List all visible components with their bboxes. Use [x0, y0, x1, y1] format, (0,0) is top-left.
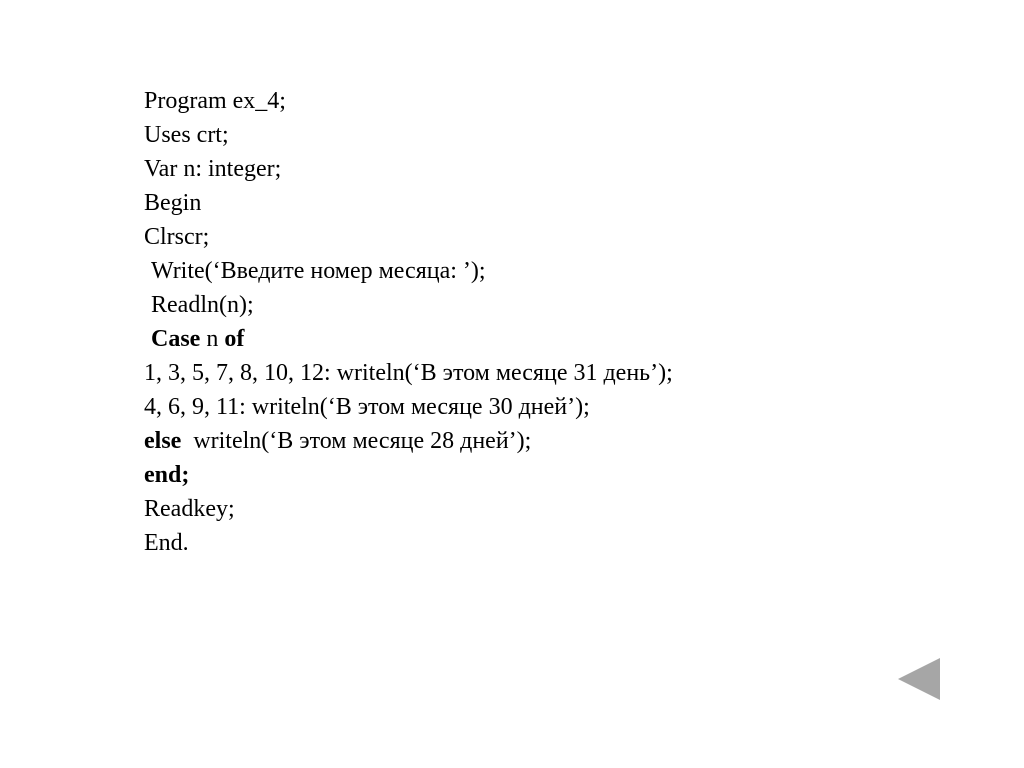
triangle-left-icon: [896, 656, 942, 702]
code-line-write: Write(‘Введите номер месяца: ’);: [151, 258, 486, 284]
code-line-begin: Begin: [144, 190, 202, 216]
back-button[interactable]: [896, 656, 942, 702]
code-line-end-program: End.: [144, 530, 189, 556]
keyword-case: Case: [151, 326, 201, 352]
code-line-end-case: end;: [144, 462, 190, 488]
code-line-readkey: Readkey;: [144, 496, 235, 522]
code-line-case: [144, 322, 904, 356]
code-line-readln: Readln(n);: [151, 292, 254, 318]
case-variable: n: [200, 326, 225, 352]
keyword-of: of: [224, 326, 245, 352]
code-line-var: Var n: integer;: [144, 156, 282, 182]
code-line-case-31: 1, 3, 5, 7, 8, 10, 12: writeln(‘В этом месяце 31 день’);: [144, 360, 673, 386]
else-statement: writeln(‘В этом месяце 28 дней’);: [181, 428, 532, 454]
code-listing: [144, 84, 904, 560]
code-line-program: Program ex_4;: [144, 88, 286, 114]
code-line-case-30: 4, 6, 9, 11: writeln(‘В этом месяце 30 дней’);: [144, 394, 590, 420]
keyword-else: else: [144, 428, 182, 454]
code-line-else: [144, 424, 904, 458]
code-line-uses: Uses crt;: [144, 122, 229, 148]
code-line-clrscr: Clrscr;: [144, 224, 210, 250]
